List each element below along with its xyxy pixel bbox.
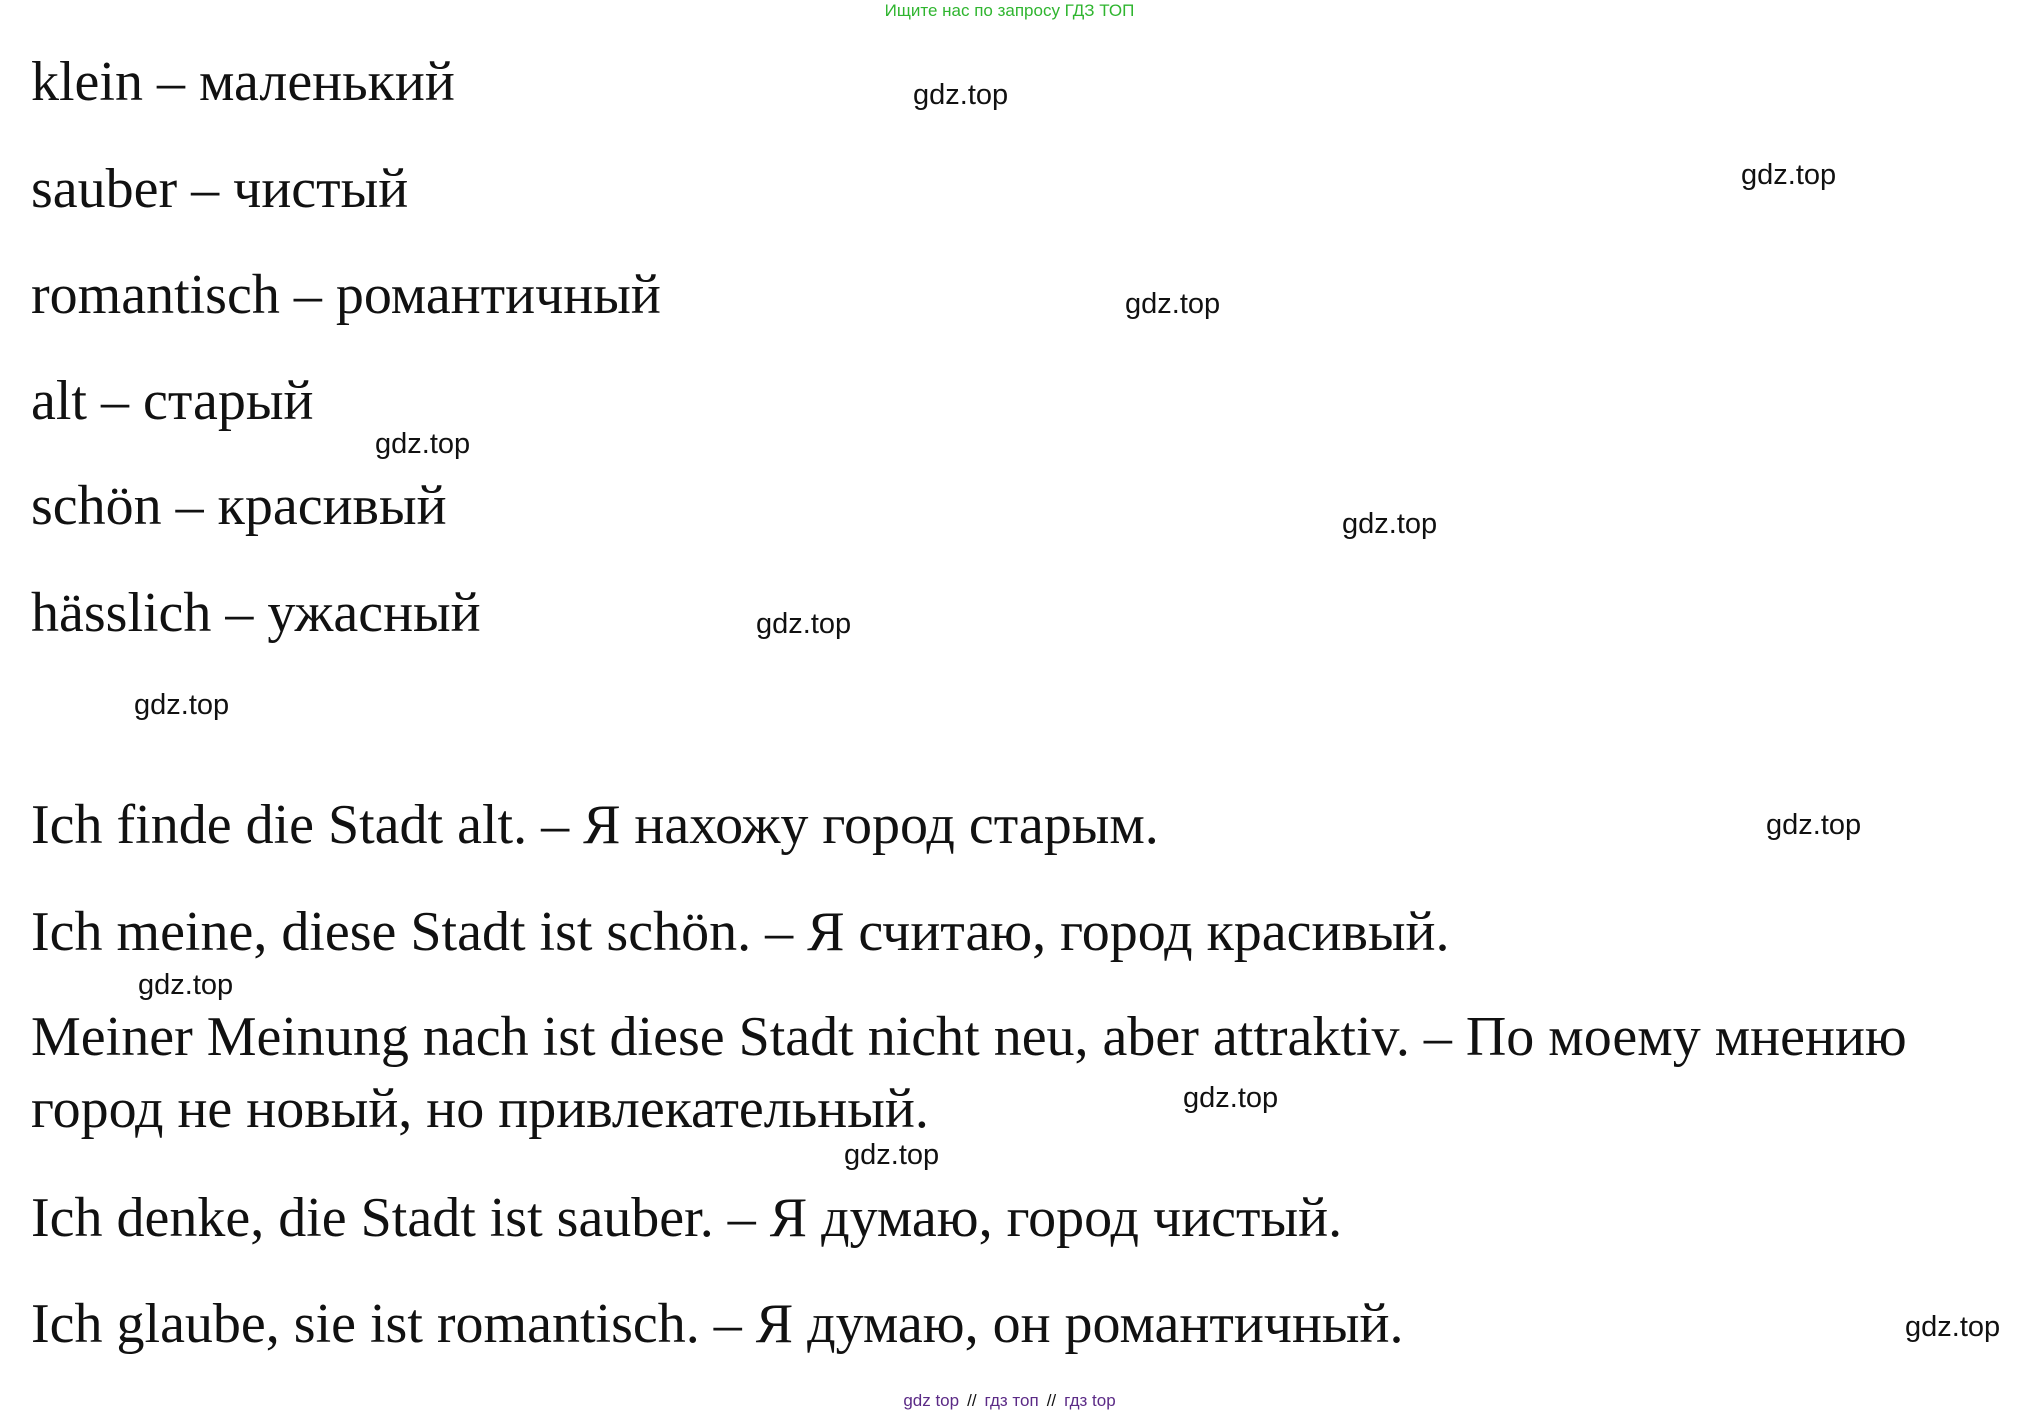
watermark: gdz.top [1741,159,1837,191]
sentence-item: Ich denke, die Stadt ist sauber. – Я думаю, город чистый. [31,1187,1343,1249]
watermark: gdz.top [756,608,852,640]
watermark: gdz.top [1125,288,1221,320]
footer-separator: // [967,1391,977,1410]
watermark: gdz.top [138,969,234,1001]
top-banner: Ищите нас по запросу ГДЗ ТОП [884,1,1135,20]
watermark: gdz.top [375,428,471,460]
watermark: gdz.top [1183,1082,1279,1114]
vocab-item: hässlich – ужасный [31,582,481,644]
footer-link-gdz-top-mixed[interactable]: гдз top [1064,1391,1116,1410]
watermark: gdz.top [1766,809,1862,841]
watermark: gdz.top [134,689,230,721]
watermark: gdz.top [913,79,1009,111]
footer-separator: // [1046,1391,1057,1410]
sentence-item: Ich meine, diese Stadt ist schön. – Я считаю, город красивый. [31,901,1450,963]
footer-link-gdz-top-ru[interactable]: гдз топ [984,1391,1039,1410]
vocab-item: sauber – чистый [31,158,409,220]
watermark: gdz.top [844,1139,940,1171]
sentence-item: Meiner Meinung nach ist diese Stadt nicht neu, aber attraktiv. – По моему мнению город не новый, но привлекательный. [31,1006,1907,1140]
sentence-item: Ich glaube, sie ist romantisch. – Я думаю, он романтичный. [31,1293,1404,1355]
vocab-item: klein – маленький [31,51,455,113]
watermark: gdz.top [1342,508,1438,540]
footer-links [0,1390,2019,1412]
vocab-item: romantisch – романтичный [31,264,661,326]
vocab-item: schön – красивый [31,475,447,537]
vocab-item: alt – старый [31,370,314,432]
watermark: gdz.top [1905,1311,2001,1343]
footer-link-gdz-top[interactable]: gdz top [903,1391,960,1410]
sentence-item: Ich finde die Stadt alt. – Я нахожу город старым. [31,794,1159,856]
